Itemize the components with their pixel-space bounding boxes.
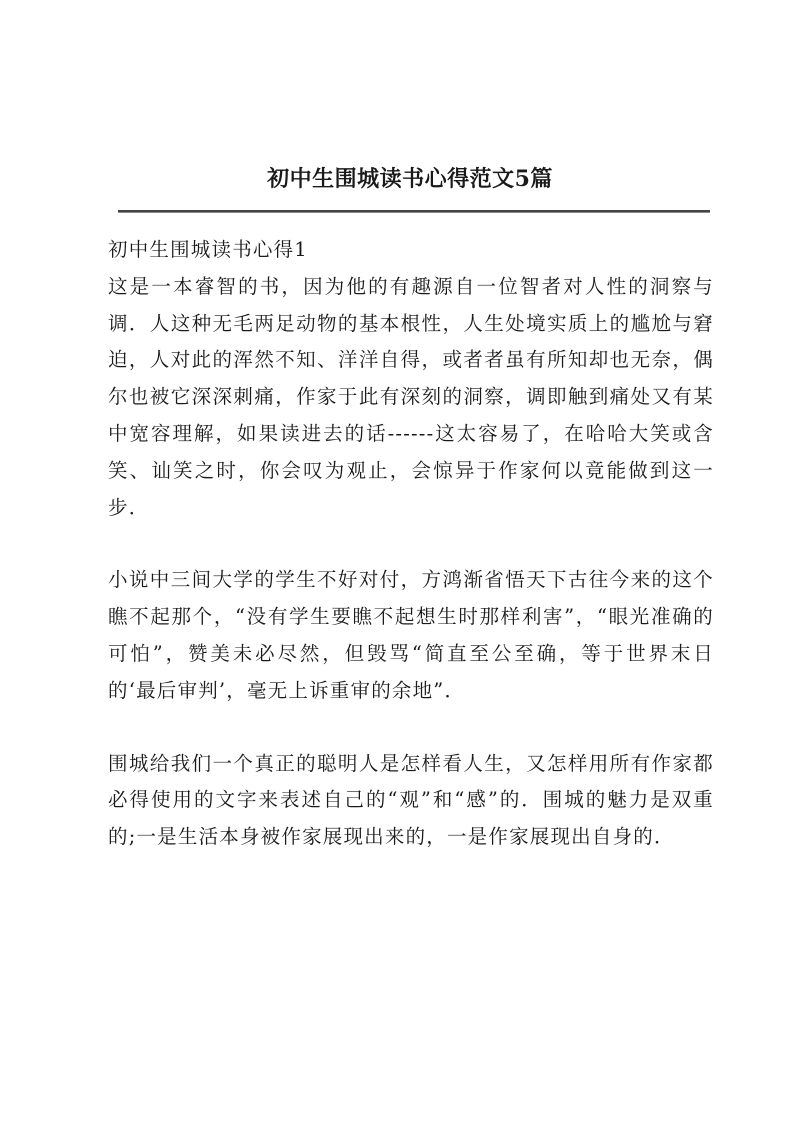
title-divider [118,210,710,213]
paragraph-1: 这是一本睿智的书，因为他的有趣源自一位智者对人性的洞察与调．人这种无毛两足动物的基本根性，人生处境实质上的尴尬与窘迫，人对此的浑然不知、洋洋自得，或者者虽有所知却也无奈，偶尔也被它深深刺痛，作家于此有深刻的洞察，调即触到痛处又有某中宽容理解，如果读进去的话------这太容易了，在哈哈大笑或含笑、讪笑之时，你会叹为观止，会惊异于作家何以竟能做到这一步． [108,274,714,519]
document-title: 初中生围城读书心得范文5篇 [267,166,553,192]
section-heading: 初中生围城读书心得1 [108,238,308,261]
document-body [108,232,714,856]
paragraph-3: 围城给我们一个真正的聪明人是怎样看人生，又怎样用所有作家都必得使用的文字来表述自己的“观”和“感”的．围城的魅力是双重的;一是生活本身被作家展现出来的，一是作家展现出自身的． [108,751,714,849]
paragraph-2: 小说中三间大学的学生不好对付，方鸿渐省悟天下古往今来的这个瞧不起那个，“没有学生要瞧不起想生时那样利害”，“眼光准确的可怕”，赞美未必尽然，但毁骂“简直至公至确，等于世界末日的‘最后审判’，毫无上诉重审的余地”． [108,568,714,702]
